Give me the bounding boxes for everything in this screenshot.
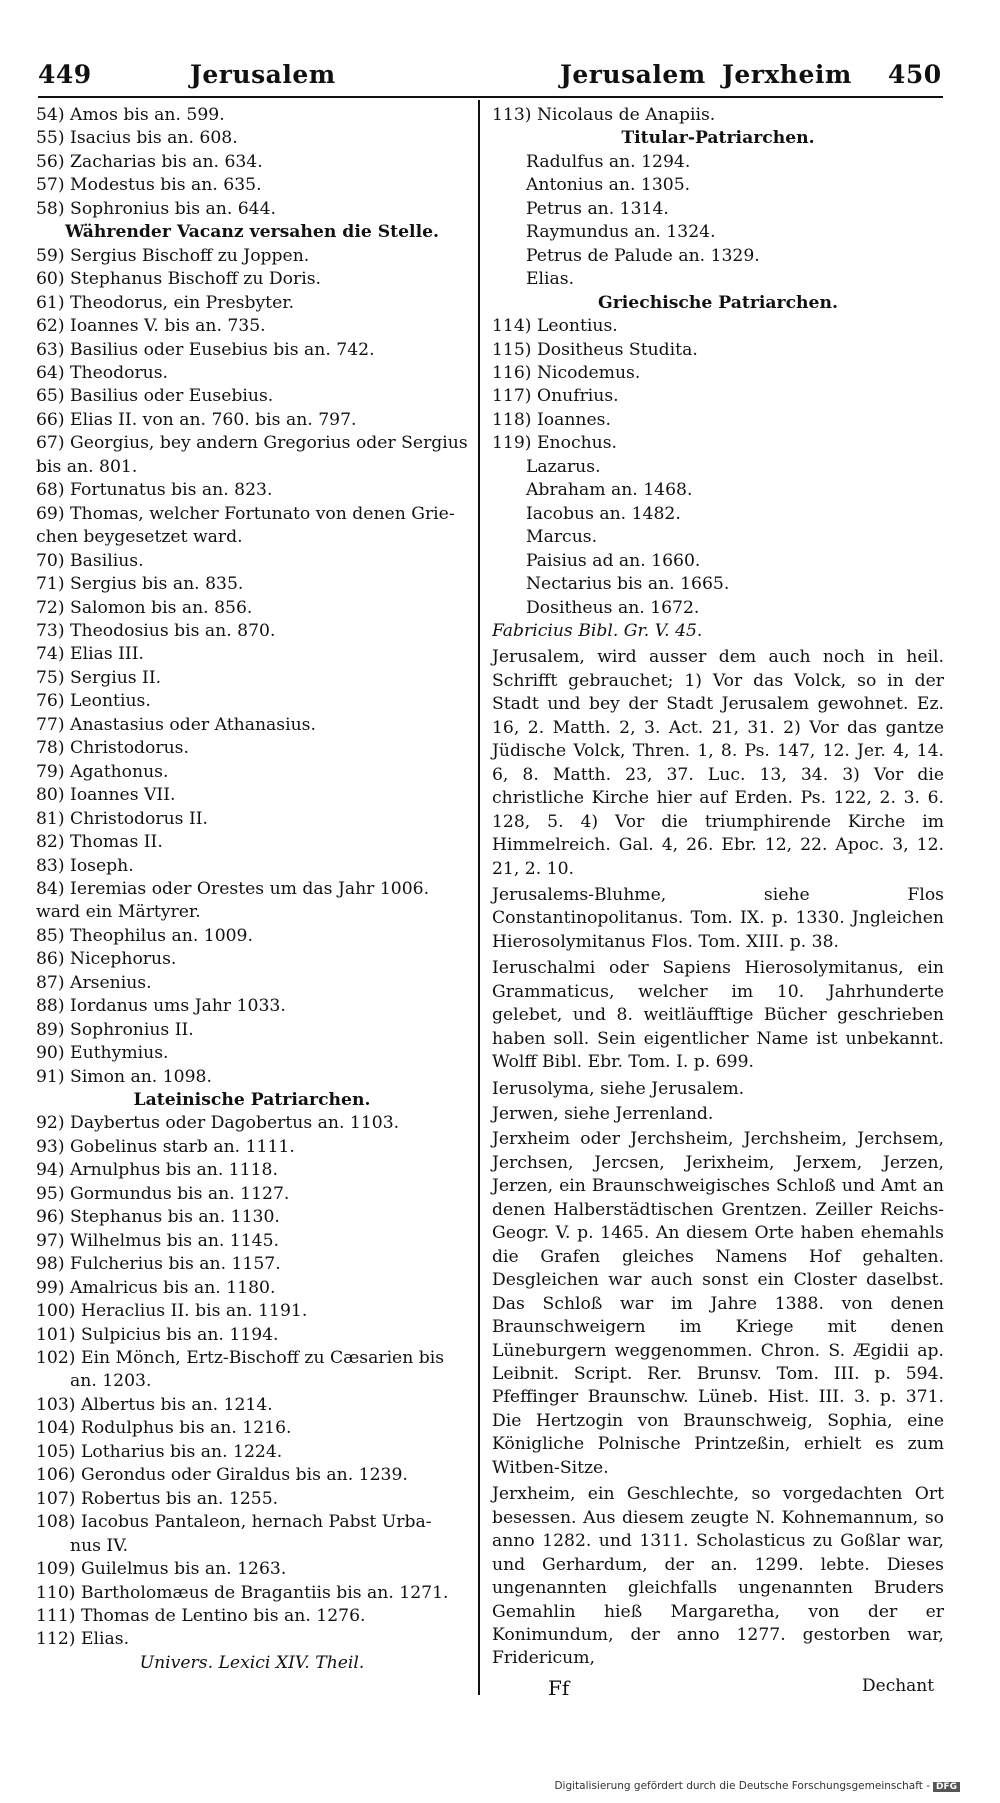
list-item: 73) Theodosius bis an. 870. <box>36 620 276 641</box>
list-item-continuation: bis an. 801. <box>36 456 138 477</box>
list-item: 97) Wilhelmus bis an. 1145. <box>36 1230 280 1251</box>
list-item: 62) Ioannes V. bis an. 735. <box>36 316 266 337</box>
section-heading: Währender Vacanz versahen die Stelle. <box>64 222 440 243</box>
list-item: 77) Anastasius oder Athanasius. <box>36 714 316 735</box>
list-item: 105) Lotharius bis an. 1224. <box>36 1441 283 1462</box>
list-item: 74) Elias III. <box>36 644 144 665</box>
digitization-credit <box>554 1780 960 1792</box>
list-item: 108) Iacobus Pantaleon, hernach Pabst Urba- <box>36 1512 432 1533</box>
list-item: 85) Theophilus an. 1009. <box>36 925 253 946</box>
list-item: 60) Stephanus Bischoff zu Doris. <box>36 269 322 290</box>
list-item: 91) Simon an. 1098. <box>36 1066 212 1087</box>
entry-paragraph-ierusolyma: Ierusolyma, siehe Jerusalem. <box>492 1078 745 1099</box>
entry-paragraph-jerxheim-family: Jerxheim, ein Geschlechte, so vorgedachten Ort besessen. Aus diesem zeugte N. Kohnemannum, so anno 1282. und 1311. Scholasticus zu Goßlar war, und Gerhardum, der an. 1299. lebte. Dieses ungenannten gleichfalls ungenannten Bruders Gemahlin hieß Margaretha, von der er Konimundum, der anno 1277. gestorben war, Fridericum, <box>492 1484 944 1669</box>
list-item: 58) Sophronius bis an. 644. <box>36 198 277 219</box>
list-item: Petrus an. 1314. <box>526 198 669 219</box>
signature-line: Univers. Lexici XIV. Theil. <box>139 1652 365 1673</box>
list-item: 54) Amos bis an. 599. <box>36 105 225 125</box>
list-item: 81) Christodorus II. <box>36 808 209 829</box>
list-item: 119) Enochus. <box>492 433 617 454</box>
list-item: 98) Fulcherius bis an. 1157. <box>36 1254 281 1275</box>
list-item: 86) Nicephorus. <box>36 949 177 970</box>
section-heading: Lateinische Patriarchen. <box>133 1090 371 1111</box>
entry-paragraph-jerxheim-place: Jerxheim oder Jerchsheim, Jerchsheim, Jerchsem, Jerchsen, Jercsen, Jerixheim, Jerxem, Jerzen, Jerzen, ein Braunschweigisches Schloß und Amt an denen Halberstädtischen Grentzen. Zeiller Reichs-Geogr. V. p. 1465. An diesem Orte haben ehemahls die Grafen gleiches Namens Hof gehalten. Desgleichen war auch sonst ein Closter daselbst. Das Schloß war im Jahre 1388. von denen Braunschweigern im Kriege mit denen Lüneburgern weggenommen. Chron. S. Ægidii ap. Leibnit. Script. Rer. Brunsv. Tom. III. p. 594. Pfeffinger Braunschw. Lüneb. Hist. III. 3. p. 371. Die Hertzogin von Braunschweig, Sophia, eine Königliche Polnische Printzeßin, erhielt es zum Witben-Sitze. <box>492 1129 944 1478</box>
list-item: 57) Modestus bis an. 635. <box>36 175 262 196</box>
list-item: Nectarius bis an. 1665. <box>526 574 730 595</box>
column-divider <box>478 100 480 1695</box>
list-item: 116) Nicodemus. <box>492 362 641 383</box>
list-item: 80) Ioannes VII. <box>36 785 176 806</box>
list-item: 115) Dositheus Studita. <box>492 339 698 360</box>
list-item: 84) Ieremias oder Orestes um das Jahr 1006. <box>36 878 430 899</box>
list-item: 82) Thomas II. <box>36 832 163 853</box>
list-item: 89) Sophronius II. <box>36 1019 194 1040</box>
entry-paragraph-jerusalem: Jerusalem, wird ausser dem auch noch in heil. Schrifft gebrauchet; 1) Vor das Volck, so in der Stadt und bey der Stadt Jerusalem gewohnet. Ez. 16, 2. Matth. 2, 3. Act. 21, 31. 2) Vor das gantze Jüdische Volck, Thren. 1, 8. Ps. 147, 12. Jer. 4, 14. 6, 8. Matth. 23, 37. Luc. 13, 34. 3) Vor die christliche Kirche hier auf Erden. Ps. 122, 2. 3. 6. 128, 5. 4) Vor die triumphirende Kirche im Himmelreich. Gal. 4, 26. Ebr. 12, 22. Apoc. 3, 12. 21, 2. 10. <box>492 647 944 879</box>
entry-paragraph-jerusalems-bluhme: Jerusalems-Bluhme, siehe Flos Constantinopolitanus. Tom. IX. p. 1330. Jngleichen Hierosolymitanus Flos. Tom. XIII. p. 38. <box>492 884 944 952</box>
list-item: Abraham an. 1468. <box>526 480 693 501</box>
credit-text: Digitalisierung gefördert durch die Deutsche Forschungsgemeinschaft - <box>554 1780 930 1792</box>
right-running-title-second: Jerxheim <box>722 60 852 89</box>
list-item: 71) Sergius bis an. 835. <box>36 574 244 595</box>
list-item: 113) Nicolaus de Anapiis. <box>492 105 716 125</box>
right-page-number: 450 <box>888 60 942 89</box>
list-item: Dositheus an. 1672. <box>526 597 700 618</box>
list-item: 99) Amalricus bis an. 1180. <box>36 1277 276 1298</box>
list-item: Radulfus an. 1294. <box>526 151 691 172</box>
list-item: 96) Stephanus bis an. 1130. <box>36 1207 280 1228</box>
list-item: 70) Basilius. <box>36 550 144 571</box>
list-item-continuation: nus IV. <box>70 1535 129 1556</box>
catchword: Dechant <box>862 1676 935 1696</box>
right-column <box>492 104 944 1673</box>
dfg-logo-icon: DFG <box>933 1782 960 1792</box>
section-heading: Griechische Patriarchen. <box>598 292 838 313</box>
list-item: 67) Georgius, bey andern Gregorius oder Sergius <box>36 433 468 454</box>
left-column <box>36 104 468 1675</box>
list-item: 101) Sulpicius bis an. 1194. <box>36 1324 279 1345</box>
list-item: 63) Basilius oder Eusebius bis an. 742. <box>36 339 375 360</box>
list-item: 76) Leontius. <box>36 691 151 712</box>
list-item: 69) Thomas, welcher Fortunato von denen Grie- <box>36 503 455 524</box>
list-item: 112) Elias. <box>36 1629 130 1650</box>
list-item: 95) Gormundus bis an. 1127. <box>36 1183 290 1204</box>
list-item: 64) Theodorus. <box>36 362 169 383</box>
list-item-continuation: chen beygesetzet ward. <box>36 527 243 548</box>
list-item: Marcus. <box>526 527 598 548</box>
list-item: 118) Ioannes. <box>492 409 611 430</box>
list-item: Raymundus an. 1324. <box>526 222 716 243</box>
list-item: 102) Ein Mönch, Ertz-Bischoff zu Cæsarien bis <box>36 1348 445 1369</box>
list-item: Petrus de Palude an. 1329. <box>526 245 760 266</box>
list-item: 66) Elias II. von an. 760. bis an. 797. <box>36 409 357 430</box>
list-item: 106) Gerondus oder Giraldus bis an. 1239. <box>36 1465 408 1486</box>
list-item: Lazarus. <box>526 456 601 477</box>
list-item: 114) Leontius. <box>492 316 618 337</box>
list-item: 92) Daybertus oder Dagobertus an. 1103. <box>36 1113 400 1134</box>
list-item: 104) Rodulphus bis an. 1216. <box>36 1418 292 1439</box>
list-item: 78) Christodorus. <box>36 738 189 759</box>
source-citation: Fabricius Bibl. Gr. V. 45. <box>492 620 703 641</box>
list-item: 72) Salomon bis an. 856. <box>36 597 253 618</box>
list-item: 65) Basilius oder Eusebius. <box>36 386 274 407</box>
list-item: 61) Theodorus, ein Presbyter. <box>36 292 295 313</box>
right-running-title: Jerusalem <box>560 60 706 89</box>
list-item: 75) Sergius II. <box>36 667 162 688</box>
list-item: 93) Gobelinus starb an. 1111. <box>36 1136 295 1157</box>
list-item: 90) Euthymius. <box>36 1043 169 1064</box>
list-item: 109) Guilelmus bis an. 1263. <box>36 1559 287 1580</box>
list-item: 59) Sergius Bischoff zu Joppen. <box>36 245 310 266</box>
list-item: 117) Onufrius. <box>492 386 619 407</box>
list-item: 83) Ioseph. <box>36 855 134 876</box>
list-item: 55) Isacius bis an. 608. <box>36 128 238 149</box>
list-item: 107) Robertus bis an. 1255. <box>36 1488 279 1509</box>
list-item: Antonius an. 1305. <box>526 175 691 196</box>
list-item: Elias. <box>526 269 575 290</box>
list-item: 87) Arsenius. <box>36 972 152 993</box>
section-heading: Titular-Patriarchen. <box>621 128 815 149</box>
entry-paragraph-jerwen: Jerwen, siehe Jerrenland. <box>492 1104 714 1125</box>
list-item: 56) Zacharias bis an. 634. <box>36 151 263 172</box>
list-item: 110) Bartholomæus de Bragantiis bis an. 1271. <box>36 1582 449 1603</box>
list-item: 79) Agathonus. <box>36 761 169 782</box>
list-item: 100) Heraclius II. bis an. 1191. <box>36 1301 308 1322</box>
header-rule <box>38 96 943 98</box>
left-page-number: 449 <box>38 60 92 89</box>
signature-mark: Ff <box>548 1676 570 1700</box>
list-item: 103) Albertus bis an. 1214. <box>36 1394 273 1415</box>
list-item: 88) Iordanus ums Jahr 1033. <box>36 996 286 1017</box>
list-item-continuation: an. 1203. <box>70 1371 152 1392</box>
left-running-title: Jerusalem <box>190 60 336 89</box>
list-item: 111) Thomas de Lentino bis an. 1276. <box>36 1606 366 1626</box>
list-item: 94) Arnulphus bis an. 1118. <box>36 1160 278 1181</box>
list-item: Paisius ad an. 1660. <box>526 550 701 571</box>
entry-paragraph-ieruschalmi: Ieruschalmi oder Sapiens Hierosolymitanus, ein Grammaticus, welcher im 10. Jahrhunderte gelebet, und 8. weitläufftige Bücher geschrieben haben soll. Sein eigentlicher Name ist unbekannt. Wolff Bibl. Ebr. Tom. I. p. 699. <box>492 958 944 1073</box>
list-item-continuation: ward ein Märtyrer. <box>36 902 201 923</box>
list-item: 68) Fortunatus bis an. 823. <box>36 480 273 501</box>
list-item: Iacobus an. 1482. <box>526 503 681 524</box>
